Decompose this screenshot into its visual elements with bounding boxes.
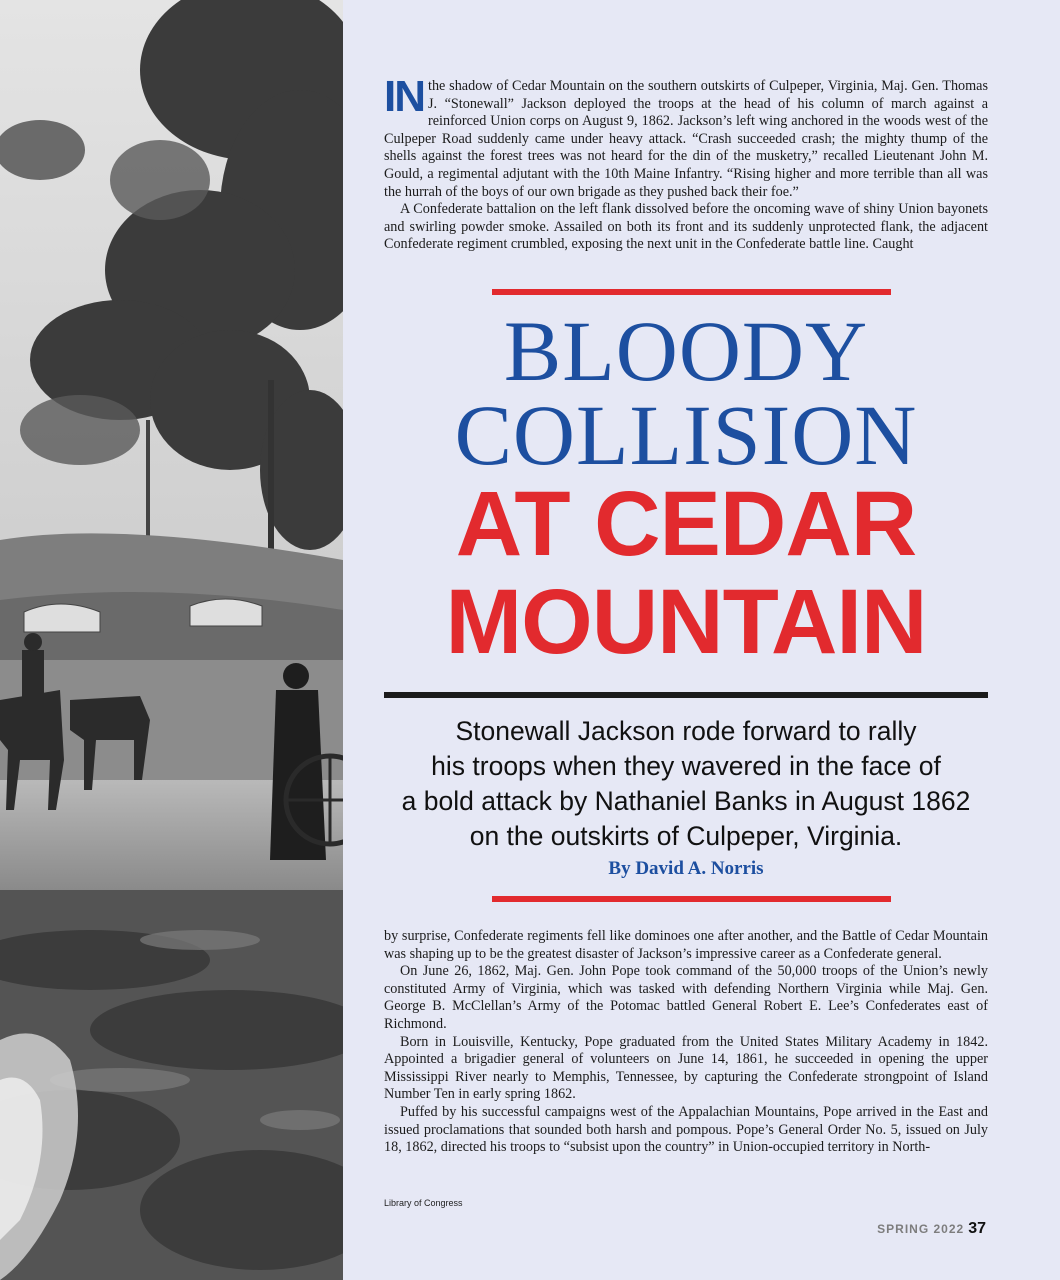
article-intro-paragraph-2: A Confederate battalion on the left flank dissolved before the oncoming wave of shiny Union bayonets and swirling powder smoke. Assailed on both its front and its suddenly unprotected flank, the adjacent Confederate regiment crumbled, exposing the next unit in the Confederate battle line. Caught xyxy=(384,201,988,253)
headline-line-mountain: MOUNTAIN xyxy=(445,571,927,673)
page-folio xyxy=(877,1220,986,1238)
article-intro-paragraph-1 xyxy=(384,72,988,201)
article-body-paragraph: by surprise, Confederate regiments fell like dominoes one after another, and the Battle of Cedar Mountain was shaping up to be the greatest disaster of Jackson’s impressive career as a Confederate general. xyxy=(384,928,988,962)
article-body-paragraph: Born in Louisville, Kentucky, Pope graduated from the United States Military Academy in 1842. Appointed a brigadier general of volunteers on June 14, 1861, he succeeded in opening the upper Mississippi River nearly to Memphis, Tennessee, by capturing the Confederate strongpoint of Island Number Ten in early spring 1862. xyxy=(384,1033,988,1103)
article-intro xyxy=(384,72,988,254)
page-number: 37 xyxy=(968,1220,986,1237)
byline: By David A. Norris xyxy=(608,858,764,879)
intro-paragraph-text: the shadow of Cedar Mountain on the southern outskirts of Culpeper, Virginia, Maj. Gen. Thomas J. “Stonewall” Jackson deployed the troops at the head of his column of march against a reinforced Union corps on August 9, 1862. Jackson’s left wing anchored in the woods west of the Culpeper Road suddenly came under heavy attack. “Crash succeeded crash; the mighty thump of the shells against the forest trees was not heard for the din of the musketry,” recalled Lieutenant John M. Gould, a regimental adjutant with the 10th Maine Infantry. “Rising higher and more terrible than all was the hurrah of the boys of our own brigade as they pushed back their foe.” xyxy=(384,78,988,200)
drop-cap: IN xyxy=(384,72,424,121)
headline-line-collision: COLLISION xyxy=(454,387,918,483)
photograph-illustration xyxy=(0,0,343,1280)
issue-label: SPRING 2022 xyxy=(877,1222,965,1236)
article-body-paragraph: On June 26, 1862, Maj. Gen. John Pope took command of the 50,000 troops of the Union’s newly constituted Army of Virginia, which was tasked with defending Northern Virginia while Maj. Gen. George B. McClellan’s Army of the Potomac battled General Robert E. Lee’s Confederates east of Richmond. xyxy=(384,963,988,1032)
photo-credit: Library of Congress xyxy=(384,1198,463,1208)
historical-photograph xyxy=(0,0,343,1280)
byline-rule xyxy=(492,896,891,902)
headline-bottom-rule xyxy=(384,692,988,698)
deck-line: Stonewall Jackson rode forward to rally xyxy=(455,716,917,746)
article-body-paragraph: Puffed by his successful campaigns west of the Appalachian Mountains, Pope arrived in the East and issued proclamations that sounded both harsh and pompous. Pope’s General Order No. 5, issued on July 18, 1862, directed his troops to “subsist upon the country” in Union-occupied territory in North- xyxy=(384,1103,988,1156)
headline-line-at-cedar: AT CEDAR xyxy=(455,473,917,575)
deck-line: on the outskirts of Culpeper, Virginia. xyxy=(469,821,903,851)
article-body xyxy=(384,928,988,1157)
headline-top-rule xyxy=(492,289,891,295)
article-deck xyxy=(384,714,988,854)
headline-line-bloody: BLOODY xyxy=(503,303,869,399)
deck-line: a bold attack by Nathaniel Banks in August 1862 xyxy=(401,786,971,816)
deck-line: his troops when they wavered in the face of xyxy=(431,751,941,781)
